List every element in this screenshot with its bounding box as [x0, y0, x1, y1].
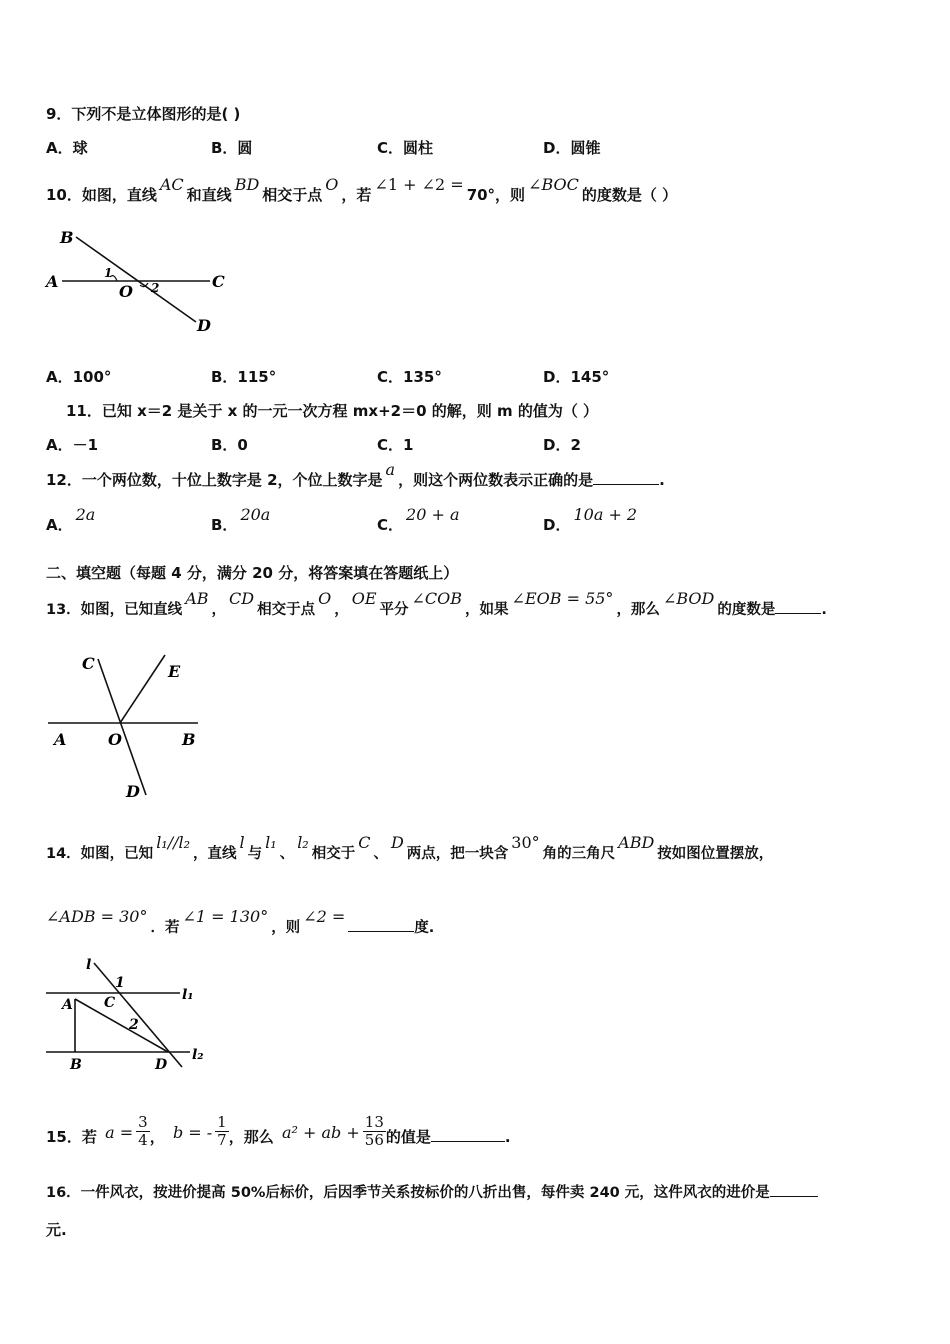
q13-label-o: O — [108, 730, 122, 749]
q14-label-b: B — [70, 1057, 82, 1073]
fraction: $\frac{13}{56}$ — [364, 1113, 384, 1149]
q14-label-2: 2 — [129, 1017, 139, 1033]
q9-option-c: C．圆柱 — [377, 139, 434, 157]
q14-label-l2: l₂ — [192, 1047, 204, 1063]
q14-stem-line2: ∠ADB = 30°．若∠1 = 130°，则∠2 =度. — [46, 907, 435, 936]
q14-label-a: A — [62, 997, 73, 1013]
q9-option-a: A．球 — [46, 139, 88, 157]
q14-label-d: D — [155, 1057, 168, 1073]
q10-label-o: O — [119, 282, 133, 301]
answer-blank — [593, 484, 659, 485]
q11-option-a: A．－1 — [46, 436, 99, 454]
q12-option-d: D．10a + 2 — [543, 505, 638, 534]
q12-option-a: A．2a — [46, 505, 96, 534]
q14-stem-line1: 14．如图，已知l₁//l₂，直线l与l₁、l₂相交于C、D两点，把一块含30°角的三角尺ABD按如图位置摆放， — [46, 833, 774, 862]
q10-label-a: A — [46, 272, 59, 291]
fraction: $\frac{1}{7}$ — [217, 1113, 227, 1149]
q10-option-b: B．115° — [211, 368, 277, 386]
q11-option-c: C．1 — [377, 436, 414, 454]
q10-option-d: D．145° — [543, 368, 610, 386]
q13-label-b: B — [182, 730, 196, 749]
q13-label-d: D — [126, 782, 140, 801]
q14-label-l: l — [86, 957, 92, 973]
q16-stem-line1: 16．一件风衣，按进价提高 50%后标价，后因季节关系按标价的八折出售，每件卖 240 元，这件风衣的进价是 — [46, 1181, 818, 1202]
q10-label-1: 1 — [104, 266, 113, 280]
fraction: $\frac{3}{4}$ — [138, 1113, 148, 1149]
q9-stem: 9．下列不是立体图形的是( ) — [46, 105, 241, 123]
q14-label-c: C — [104, 995, 116, 1011]
q11-option-d: D．2 — [543, 436, 581, 454]
section-heading: 二、填空题（每题 4 分，满分 20 分，将答案填在答题纸上） — [46, 564, 459, 582]
q13-label-a: A — [54, 730, 67, 749]
q9-option-b: B．圆 — [211, 139, 253, 157]
q10-label-b: B — [60, 228, 74, 247]
q10-stem: 10．如图，直线AC和直线BD相交于点O，若∠1 + ∠2 =70°，则∠BOC的度数是（ ） — [46, 175, 678, 204]
q13-stem: 13．如图，已知直线AB，CD相交于点O，OE平分∠COB，如果∠EOB = 55°，那么∠BOD的度数是 . — [46, 589, 827, 618]
q13-figure — [40, 645, 210, 805]
q10-option-c: C．135° — [377, 368, 442, 386]
q10-label-d: D — [197, 316, 211, 335]
q12-option-c: C．20 + a — [377, 505, 460, 534]
q10-figure — [40, 225, 240, 340]
q11-stem: 11．已知 x＝2 是关于 x 的一元一次方程 mx+2＝0 的解，则 m 的值为（ ） — [66, 402, 599, 420]
q14-label-l1: l₁ — [182, 987, 194, 1003]
answer-blank — [775, 613, 821, 614]
q12-option-b: B．20a — [211, 505, 271, 534]
answer-blank — [348, 931, 414, 932]
q16-stem-line2: 元. — [46, 1221, 67, 1239]
answer-blank — [770, 1196, 818, 1197]
q12-stem: 12．一个两位数，十位上数字是 2，个位上数字是a，则这个两位数表示正确的是 . — [46, 460, 665, 489]
q13-label-c: C — [82, 654, 95, 673]
q10-label-c: C — [212, 272, 225, 291]
q14-label-1: 1 — [115, 975, 125, 991]
q10-label-2: 2 — [151, 281, 160, 295]
q13-label-e: E — [168, 662, 181, 681]
q14-figure — [40, 955, 220, 1080]
answer-blank — [431, 1141, 505, 1142]
q10-option-a: A．100° — [46, 368, 112, 386]
q15-stem: 15．若 a = $\frac{3}{4}$ ， b = - $\frac{1}{7}$ ，那么 a² + ab + $\frac{13}{56}$ 的值是 . — [46, 1113, 511, 1149]
q11-option-b: B．0 — [211, 436, 248, 454]
q9-option-d: D．圆锥 — [543, 139, 601, 157]
